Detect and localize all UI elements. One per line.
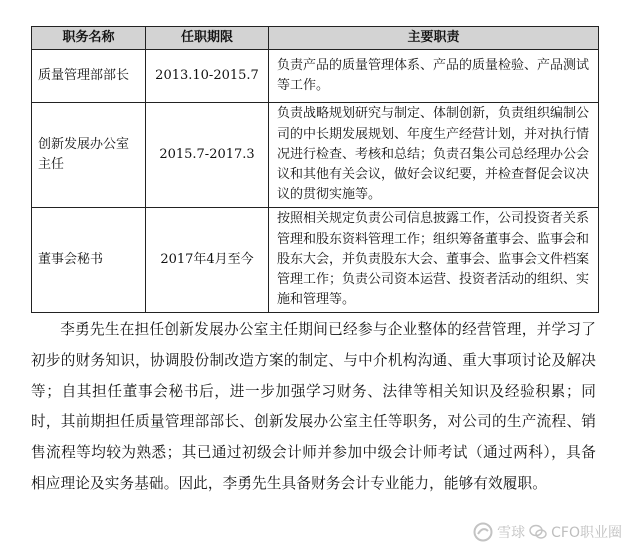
table-row bbox=[32, 103, 599, 208]
position-cell: 创新发展办公室主任 bbox=[32, 103, 146, 208]
watermark bbox=[473, 522, 622, 542]
position-cell: 质量管理部部长 bbox=[32, 50, 146, 103]
watermark-left-text: 雪球 bbox=[497, 525, 526, 541]
wechat-icon bbox=[529, 524, 547, 540]
header-duties: 主要职责 bbox=[269, 27, 599, 50]
snowball-logo-icon bbox=[473, 522, 493, 542]
duties-table bbox=[31, 26, 599, 313]
duty-cell: 按照相关规定负责公司信息披露工作，公司投资者关系管理和股东资料管理工作；组织筹备董事会、监事会和股东大会，并负责股东大会、董事会、监事会文件档案管理工作；负责公司资本运营、投资者活动的组织、实施和管理等。 bbox=[269, 208, 599, 313]
body-paragraph: 李勇先生在担任创新发展办公室主任期间已经参与企业整体的经营管理，并学习了初步的财务知识，协调股份制改造方案的制定、与中介机构沟通、重大事项讨论及解决等；自其担任董事会秘书后，进一步加强学习财务、法律等相关知识及经验积累；同时，其前期担任质量管理部部长、创新发展办公室主任等职务，对公司的生产流程、销售流程等均较为熟悉；其已通过初级会计师并参加中级会计师考试（通过两科），具备相应理论及实务基础。因此，李勇先生具备财务会计专业能力，能够有效履职。 bbox=[31, 321, 596, 492]
watermark-right-text: CFO职业圈 bbox=[551, 525, 622, 541]
term-cell: 2017年4月至今 bbox=[146, 208, 269, 313]
duty-cell: 负责产品的质量管理体系、产品的质量检验、产品测试等工作。 bbox=[269, 50, 599, 103]
table-header-row bbox=[32, 27, 599, 50]
header-term: 任职期限 bbox=[146, 27, 269, 50]
table-row bbox=[32, 50, 599, 103]
term-cell: 2015.7-2017.3 bbox=[146, 103, 269, 208]
header-position: 职务名称 bbox=[32, 27, 146, 50]
term-cell: 2013.10-2015.7 bbox=[146, 50, 269, 103]
position-cell: 董事会秘书 bbox=[32, 208, 146, 313]
duty-cell: 负责战略规划研究与制定、体制创新，负责组织编制公司的中长期发展规划、年度生产经营计划，并对执行情况进行检查、考核和总结；负责召集公司总经理办公会议和其他有关会议，做好会议纪要，并检查督促会议决议的贯彻实施等。 bbox=[269, 103, 599, 208]
table-row bbox=[32, 208, 599, 313]
